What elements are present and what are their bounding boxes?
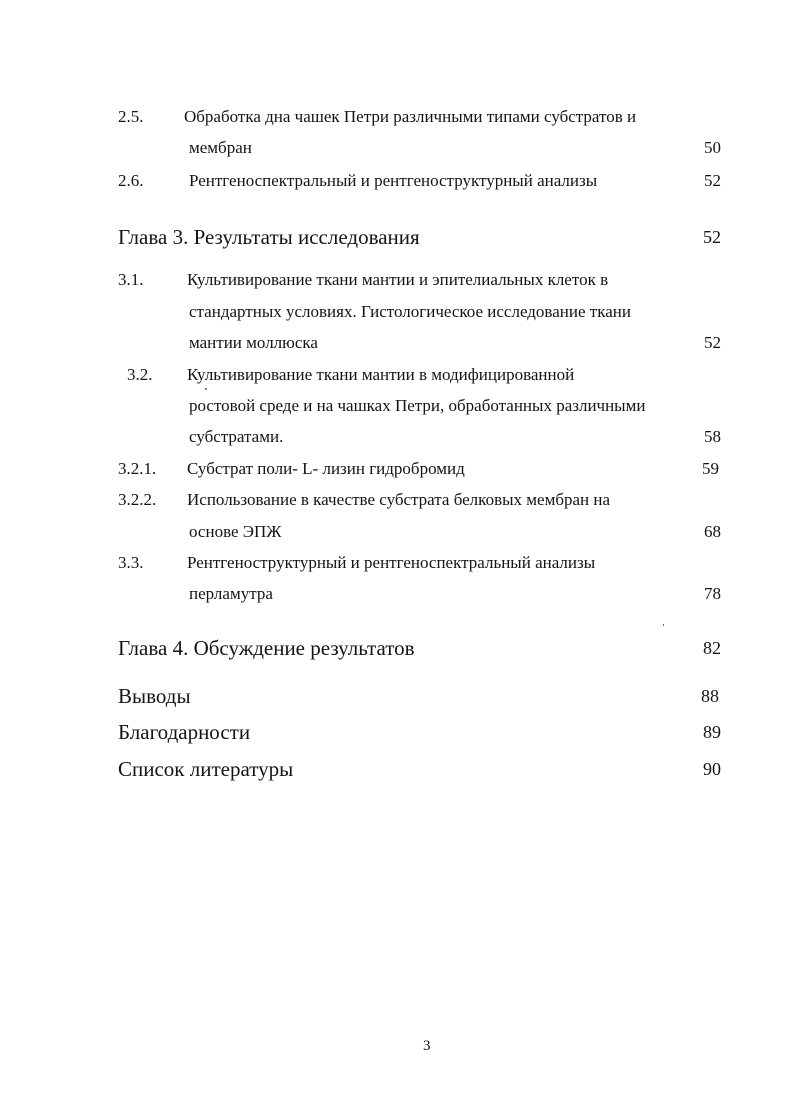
- toc-num-3-3: 3.3.: [118, 553, 144, 572]
- toc-page-3-1: 52: [704, 333, 721, 352]
- toc-page-3-2-2: 68: [704, 522, 721, 541]
- toc-num-3-2: 3.2.: [127, 365, 153, 384]
- toc-page-3-2-1: 59: [702, 459, 719, 478]
- toc-chapter-4-page: 82: [703, 638, 721, 658]
- toc-page-3-3: 78: [704, 584, 721, 603]
- scan-speck: [663, 624, 664, 626]
- toc-title-3-1-line3: мантии моллюска: [189, 333, 318, 352]
- toc-num-2-5: 2.5.: [118, 107, 144, 126]
- toc-title-3-2-2-line2: основе ЭПЖ: [189, 522, 282, 541]
- toc-references-page: 90: [703, 759, 721, 779]
- toc-title-3-3-line2: перламутра: [189, 584, 273, 603]
- toc-title-3-3-line1: Рентгеноструктурный и рентгеноспектральный анализы: [187, 553, 596, 572]
- toc-title-3-2-line3: субстратами.: [189, 427, 284, 446]
- toc-chapter-3-page: 52: [703, 227, 721, 247]
- toc-conclusions-page: 88: [701, 686, 719, 706]
- scan-speck: [205, 388, 207, 390]
- toc-num-3-1: 3.1.: [118, 270, 144, 289]
- toc-title-3-2-line2: ростовой среде и на чашках Петри, обработанных различными: [189, 396, 646, 415]
- toc-title-3-2-line1: Культивирование ткани мантии в модифицированной: [187, 365, 575, 384]
- toc-thanks-page: 89: [703, 722, 721, 742]
- toc-title-2-5-line1: Обработка дна чашек Петри различными типами субстратов и: [184, 107, 637, 126]
- toc-conclusions-title: Выводы: [118, 684, 191, 708]
- toc-chapter-3-title: Глава 3. Результаты исследования: [118, 225, 420, 249]
- toc-page-2-6: 52: [704, 171, 721, 190]
- toc-page-2-5: 50: [704, 138, 721, 157]
- toc-title-3-2-2-line1: Использование в качестве субстрата белковых мембран на: [187, 490, 611, 509]
- toc-references-title: Список литературы: [118, 757, 294, 781]
- toc-thanks-title: Благодарности: [118, 720, 251, 744]
- toc-num-3-2-2: 3.2.2.: [118, 490, 157, 509]
- toc-title-3-1-line2: стандартных условиях. Гистологическое исследование ткани: [189, 302, 631, 321]
- toc-chapter-4-title: Глава 4. Обсуждение результатов: [118, 636, 415, 660]
- page-number: 3: [423, 1038, 431, 1054]
- toc-num-3-2-1: 3.2.1.: [118, 459, 157, 478]
- toc-title-3-2-1: Субстрат поли- L- лизин гидробромид: [187, 459, 465, 478]
- toc-title-2-5-line2: мембран: [189, 138, 252, 157]
- toc-page-3-2: 58: [704, 427, 721, 446]
- toc-title-2-6: Рентгеноспектральный и рентгеноструктурный анализы: [189, 171, 598, 190]
- toc-title-3-1-line1: Культивирование ткани мантии и эпителиальных клеток в: [187, 270, 609, 289]
- toc-num-2-6: 2.6.: [118, 171, 144, 190]
